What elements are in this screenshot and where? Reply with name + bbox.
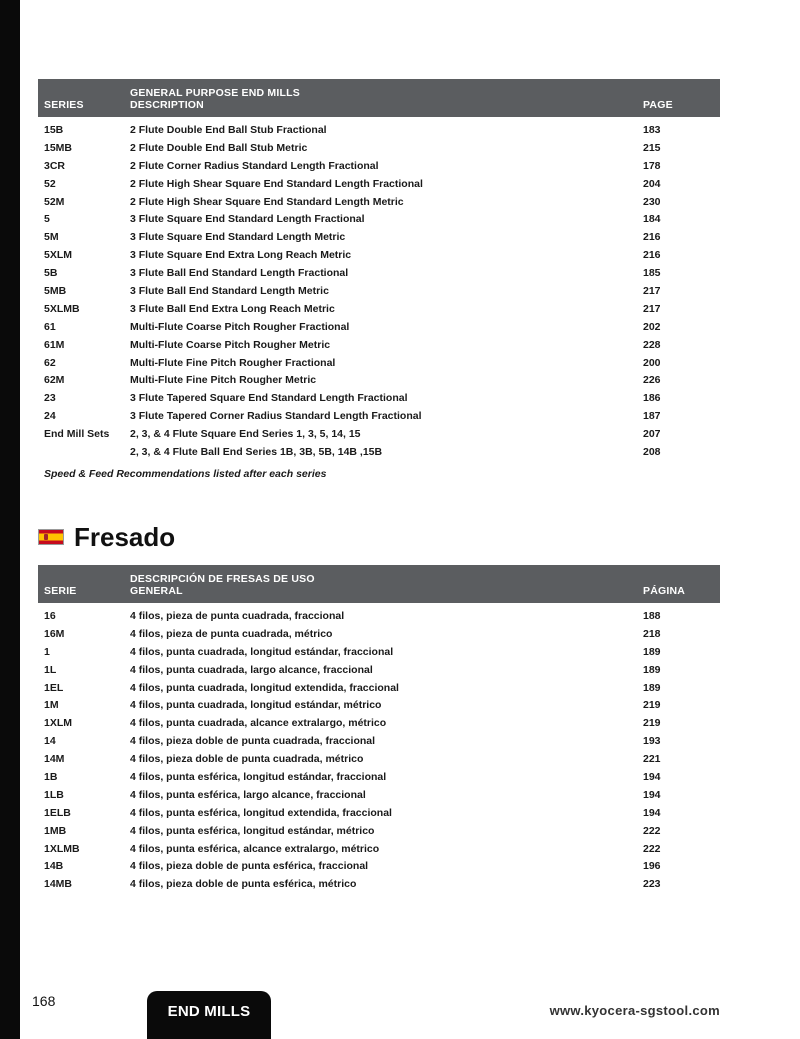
- series-cell: 61: [44, 320, 56, 333]
- page-cell: 222: [643, 842, 661, 855]
- table1-header-page: PAGE: [643, 99, 673, 111]
- page-cell: 189: [643, 645, 661, 658]
- series-cell: 1L: [44, 663, 57, 676]
- page-cell: 188: [643, 610, 661, 622]
- table-row: [38, 390, 720, 408]
- page-cell: 189: [643, 681, 661, 694]
- description-cell: 4 filos, punta cuadrada, longitud estándar, fraccional: [130, 645, 394, 658]
- page-cell: 226: [643, 374, 661, 387]
- page-cell: 186: [643, 392, 661, 405]
- series-cell: 1XLMB: [44, 842, 80, 855]
- description-cell: 4 filos, punta cuadrada, longitud extendida, fraccional: [130, 681, 399, 694]
- page-cell: 194: [643, 806, 661, 819]
- series-cell: 23: [44, 392, 56, 405]
- page-cell: 196: [643, 860, 661, 873]
- description-cell: 4 filos, punta cuadrada, largo alcance, fraccional: [130, 663, 373, 676]
- table-row: [38, 158, 720, 176]
- series-cell: 5XLM: [44, 249, 73, 262]
- description-cell: 4 filos, punta esférica, longitud estándar, fraccional: [130, 771, 387, 784]
- table-row: [38, 697, 720, 715]
- table-row: [38, 247, 720, 265]
- description-cell: 2 Flute High Shear Square End Standard Length Metric: [130, 195, 404, 208]
- table-row: [38, 805, 720, 823]
- series-cell: 52M: [44, 195, 65, 208]
- page-cell: 216: [643, 249, 661, 262]
- table1-header: [38, 79, 720, 117]
- table1-body: [38, 122, 720, 462]
- table-row: [38, 608, 720, 626]
- description-cell: 2 Flute Double End Ball Stub Metric: [130, 141, 308, 154]
- series-cell: 5XLMB: [44, 302, 80, 315]
- series-cell: 14MB: [44, 878, 73, 891]
- page-cell: 184: [643, 213, 661, 226]
- table-row: [38, 355, 720, 373]
- description-cell: 4 filos, punta esférica, longitud extendida, fraccional: [130, 806, 392, 819]
- description-cell: 3 Flute Square End Standard Length Fractional: [130, 213, 365, 226]
- page-cell: 215: [643, 141, 661, 154]
- series-cell: 16M: [44, 627, 65, 640]
- description-cell: 4 filos, punta cuadrada, longitud estándar, métrico: [130, 699, 382, 712]
- table-row: [38, 876, 720, 894]
- description-cell: 2 Flute Corner Radius Standard Length Fractional: [130, 159, 379, 172]
- description-cell: 3 Flute Square End Extra Long Reach Metric: [130, 249, 352, 262]
- table-row: [38, 140, 720, 158]
- series-cell: 62: [44, 356, 56, 369]
- table-row: [38, 426, 720, 444]
- page-cell: 221: [643, 753, 661, 766]
- page-cell: 183: [643, 124, 661, 136]
- table2-header-desc-line2: GENERAL: [130, 585, 183, 597]
- page-cell: 207: [643, 428, 661, 441]
- series-cell: 1XLM: [44, 717, 73, 730]
- series-cell: 5B: [44, 267, 58, 280]
- table-row: [38, 176, 720, 194]
- series-cell: 1B: [44, 771, 58, 784]
- table-row: [38, 858, 720, 876]
- series-cell: 1LB: [44, 788, 64, 801]
- description-cell: 3 Flute Ball End Extra Long Reach Metric: [130, 302, 335, 315]
- table-row: [38, 751, 720, 769]
- description-cell: 4 filos, pieza de punta cuadrada, fraccional: [130, 610, 345, 622]
- table2-header-series: SERIE: [44, 585, 77, 597]
- series-cell: 61M: [44, 338, 65, 351]
- page-cell: 194: [643, 771, 661, 784]
- table-row: [38, 823, 720, 841]
- table-row: [38, 444, 720, 462]
- description-cell: 3 Flute Tapered Corner Radius Standard Length Fractional: [130, 410, 422, 423]
- series-cell: 16: [44, 610, 56, 622]
- series-cell: 1: [44, 645, 50, 658]
- table-row: [38, 211, 720, 229]
- page-cell: 228: [643, 338, 661, 351]
- page-cell: 217: [643, 285, 661, 298]
- description-cell: Multi-Flute Fine Pitch Rougher Fractional: [130, 356, 336, 369]
- series-cell: 14B: [44, 860, 64, 873]
- table-row: [38, 408, 720, 426]
- series-cell: 15MB: [44, 141, 73, 154]
- description-cell: 3 Flute Ball End Standard Length Metric: [130, 285, 329, 298]
- description-cell: 2, 3, & 4 Flute Square End Series 1, 3, 5, 14, 15: [130, 428, 361, 441]
- series-cell: 5: [44, 213, 50, 226]
- page-cell: 189: [643, 663, 661, 676]
- table-row: [38, 194, 720, 212]
- series-cell: 1MB: [44, 824, 67, 837]
- table-row: [38, 283, 720, 301]
- section-fresado: [38, 520, 175, 554]
- table-row: [38, 626, 720, 644]
- description-cell: 3 Flute Tapered Square End Standard Length Fractional: [130, 392, 408, 405]
- page-cell: 222: [643, 824, 661, 837]
- page-cell: 219: [643, 699, 661, 712]
- spain-flag-icon: [38, 529, 64, 545]
- table1-header-desc-line1: GENERAL PURPOSE END MILLS: [130, 87, 300, 99]
- page-cell: 208: [643, 446, 661, 459]
- description-cell: 2, 3, & 4 Flute Ball End Series 1B, 3B, 5B, 14B ,15B: [130, 446, 383, 459]
- description-cell: 2 Flute Double End Ball Stub Fractional: [130, 124, 327, 136]
- series-cell: 1EL: [44, 681, 64, 694]
- series-cell: 52: [44, 177, 56, 190]
- table2-header-description: [130, 573, 315, 597]
- table1-header-description: [130, 87, 300, 111]
- table-row: [38, 319, 720, 337]
- description-cell: 4 filos, punta esférica, largo alcance, fraccional: [130, 788, 366, 801]
- table-row: [38, 769, 720, 787]
- series-cell: 1ELB: [44, 806, 71, 819]
- table-row: [38, 265, 720, 283]
- page-cell: 216: [643, 231, 661, 244]
- description-cell: 4 filos, punta esférica, alcance extralargo, métrico: [130, 842, 380, 855]
- table1-header-series: SERIES: [44, 99, 84, 111]
- description-cell: 4 filos, punta esférica, longitud estándar, métrico: [130, 824, 375, 837]
- left-edge-bar: [0, 0, 20, 1039]
- description-cell: Multi-Flute Coarse Pitch Rougher Fractional: [130, 320, 350, 333]
- table-row: [38, 229, 720, 247]
- table2-header-page: PÁGINA: [643, 585, 686, 597]
- page-cell: 185: [643, 267, 661, 280]
- page-number: 168: [32, 993, 56, 1009]
- series-cell: 62M: [44, 374, 65, 387]
- table-row: [38, 122, 720, 140]
- speed-feed-note: Speed & Feed Recommendations listed after each series: [44, 468, 327, 480]
- website-url[interactable]: www.kyocera-sgstool.com: [549, 1003, 720, 1018]
- series-cell: 14: [44, 735, 56, 748]
- series-cell: 3CR: [44, 159, 66, 172]
- page-cell: 218: [643, 627, 661, 640]
- table-row: [38, 372, 720, 390]
- table2-header: [38, 565, 720, 603]
- page-cell: 178: [643, 159, 661, 172]
- table-row: [38, 301, 720, 319]
- series-cell: End Mill Sets: [44, 428, 110, 441]
- series-cell: 5M: [44, 231, 59, 244]
- description-cell: 4 filos, pieza doble de punta esférica, fraccional: [130, 860, 369, 873]
- series-cell: 24: [44, 410, 56, 423]
- page-cell: 202: [643, 320, 661, 333]
- series-cell: 15B: [44, 124, 64, 136]
- section-title: Fresado: [74, 521, 176, 552]
- table2-body: [38, 608, 720, 894]
- series-cell: 14M: [44, 753, 65, 766]
- page-cell: 219: [643, 717, 661, 730]
- description-cell: 3 Flute Square End Standard Length Metric: [130, 231, 346, 244]
- page-cell: 193: [643, 735, 661, 748]
- description-cell: 4 filos, pieza doble de punta cuadrada, métrico: [130, 753, 364, 766]
- description-cell: 4 filos, pieza doble de punta cuadrada, fraccional: [130, 735, 376, 748]
- description-cell: 4 filos, pieza doble de punta esférica, métrico: [130, 878, 357, 891]
- description-cell: 4 filos, pieza de punta cuadrada, métrico: [130, 627, 333, 640]
- page-cell: 230: [643, 195, 661, 208]
- page-cell: 223: [643, 878, 661, 891]
- page-cell: 187: [643, 410, 661, 423]
- table-row: [38, 841, 720, 859]
- description-cell: 4 filos, punta cuadrada, alcance extralargo, métrico: [130, 717, 387, 730]
- table-row: [38, 715, 720, 733]
- page-cell: 204: [643, 177, 661, 190]
- description-cell: 2 Flute High Shear Square End Standard Length Fractional: [130, 177, 423, 190]
- table-row: [38, 787, 720, 805]
- page-cell: 200: [643, 356, 661, 369]
- description-cell: Multi-Flute Fine Pitch Rougher Metric: [130, 374, 317, 387]
- description-cell: 3 Flute Ball End Standard Length Fractional: [130, 267, 349, 280]
- table-row: [38, 733, 720, 751]
- table-row: [38, 680, 720, 698]
- page-cell: 194: [643, 788, 661, 801]
- series-cell: 5MB: [44, 285, 67, 298]
- section-tab-end-mills: END MILLS: [147, 991, 271, 1039]
- description-cell: Multi-Flute Coarse Pitch Rougher Metric: [130, 338, 331, 351]
- table-row: [38, 337, 720, 355]
- table-row: [38, 662, 720, 680]
- table1-header-desc-line2: DESCRIPTION: [130, 99, 204, 111]
- page-cell: 217: [643, 302, 661, 315]
- series-cell: 1M: [44, 699, 59, 712]
- table-row: [38, 644, 720, 662]
- table2-header-desc-line1: DESCRIPCIÓN DE FRESAS DE USO: [130, 573, 315, 585]
